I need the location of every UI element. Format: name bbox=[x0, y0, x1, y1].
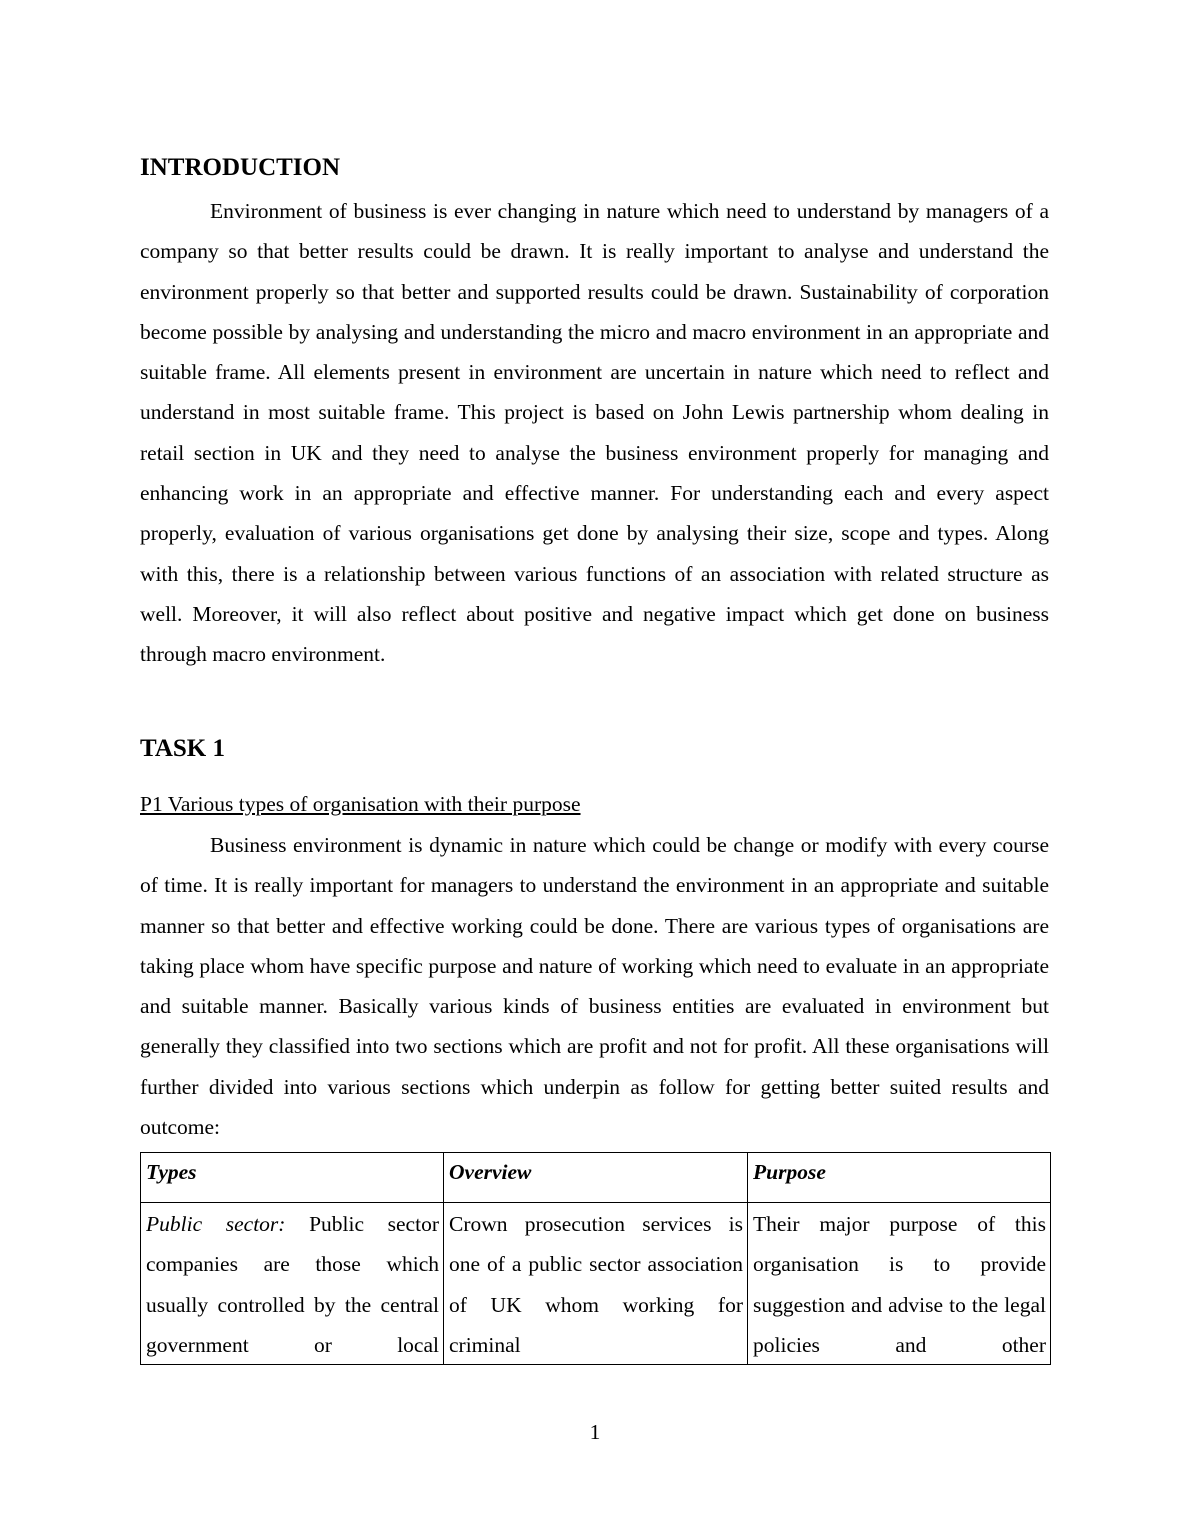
table-row bbox=[141, 1203, 1051, 1365]
task1-heading: TASK 1 bbox=[140, 735, 225, 762]
types-label: Public sector: bbox=[146, 1212, 286, 1236]
task1-paragraph: Business environment is dynamic in nature which could be change or modify with every course of time. It is really important for managers to understand the environment in an appropriate and suitable manner so that better and effective working could be done. There are various types of organisations are taking place whom have specific purpose and nature of working which need to evaluate in an appropriate and suitable manner. Basically various kinds of business entities are evaluated in environment but generally they classified into two sections which are profit and not for profit. All these organisations will further divided into various sections which underpin as follow for getting better suited results and outcome: bbox=[140, 833, 1049, 1140]
header-overview: Overview bbox=[444, 1153, 748, 1203]
organisation-types-table bbox=[140, 1152, 1051, 1365]
introduction-paragraph: Environment of business is ever changing in nature which need to understand by managers of a company so that better results could be drawn. It is really important to analyse and understand the environment properly so that better and supported results could be drawn. Sustainability of corporation become possible by analysing and understanding the micro and macro environment in an appropriate and suitable frame. All elements present in environment are uncertain in nature which need to reflect and understand in most suitable frame. This project is based on John Lewis partnership whom dealing in retail section in UK and they need to analyse the business environment properly for managing and enhancing work in an appropriate and effective manner. For understanding each and every aspect properly, evaluation of various organisations get done by analysing their size, scope and types. Along with this, there is a relationship between various functions of an association with related structure as well. Moreover, it will also reflect about positive and negative impact which get done on business through macro environment. bbox=[140, 199, 1049, 667]
header-types: Types bbox=[141, 1153, 444, 1203]
page-number: 1 bbox=[589, 1420, 601, 1444]
overview-text: Crown prosecution services is one of a public sector association of UK whom working for criminal bbox=[449, 1212, 743, 1357]
task1-subheading: P1 Various types of organisation with their purpose bbox=[140, 792, 581, 816]
introduction-heading: INTRODUCTION bbox=[140, 154, 341, 181]
purpose-text: Their major purpose of this organisation is to provide suggestion and advise to the legal policies and other bbox=[753, 1212, 1046, 1357]
table-header-row bbox=[141, 1153, 1051, 1203]
cell-purpose bbox=[748, 1203, 1051, 1365]
header-purpose: Purpose bbox=[748, 1153, 1051, 1203]
cell-types bbox=[141, 1203, 444, 1365]
types-text: Public sector companies are those which usually controlled by the central government or local bbox=[146, 1212, 439, 1357]
cell-overview bbox=[444, 1203, 748, 1365]
